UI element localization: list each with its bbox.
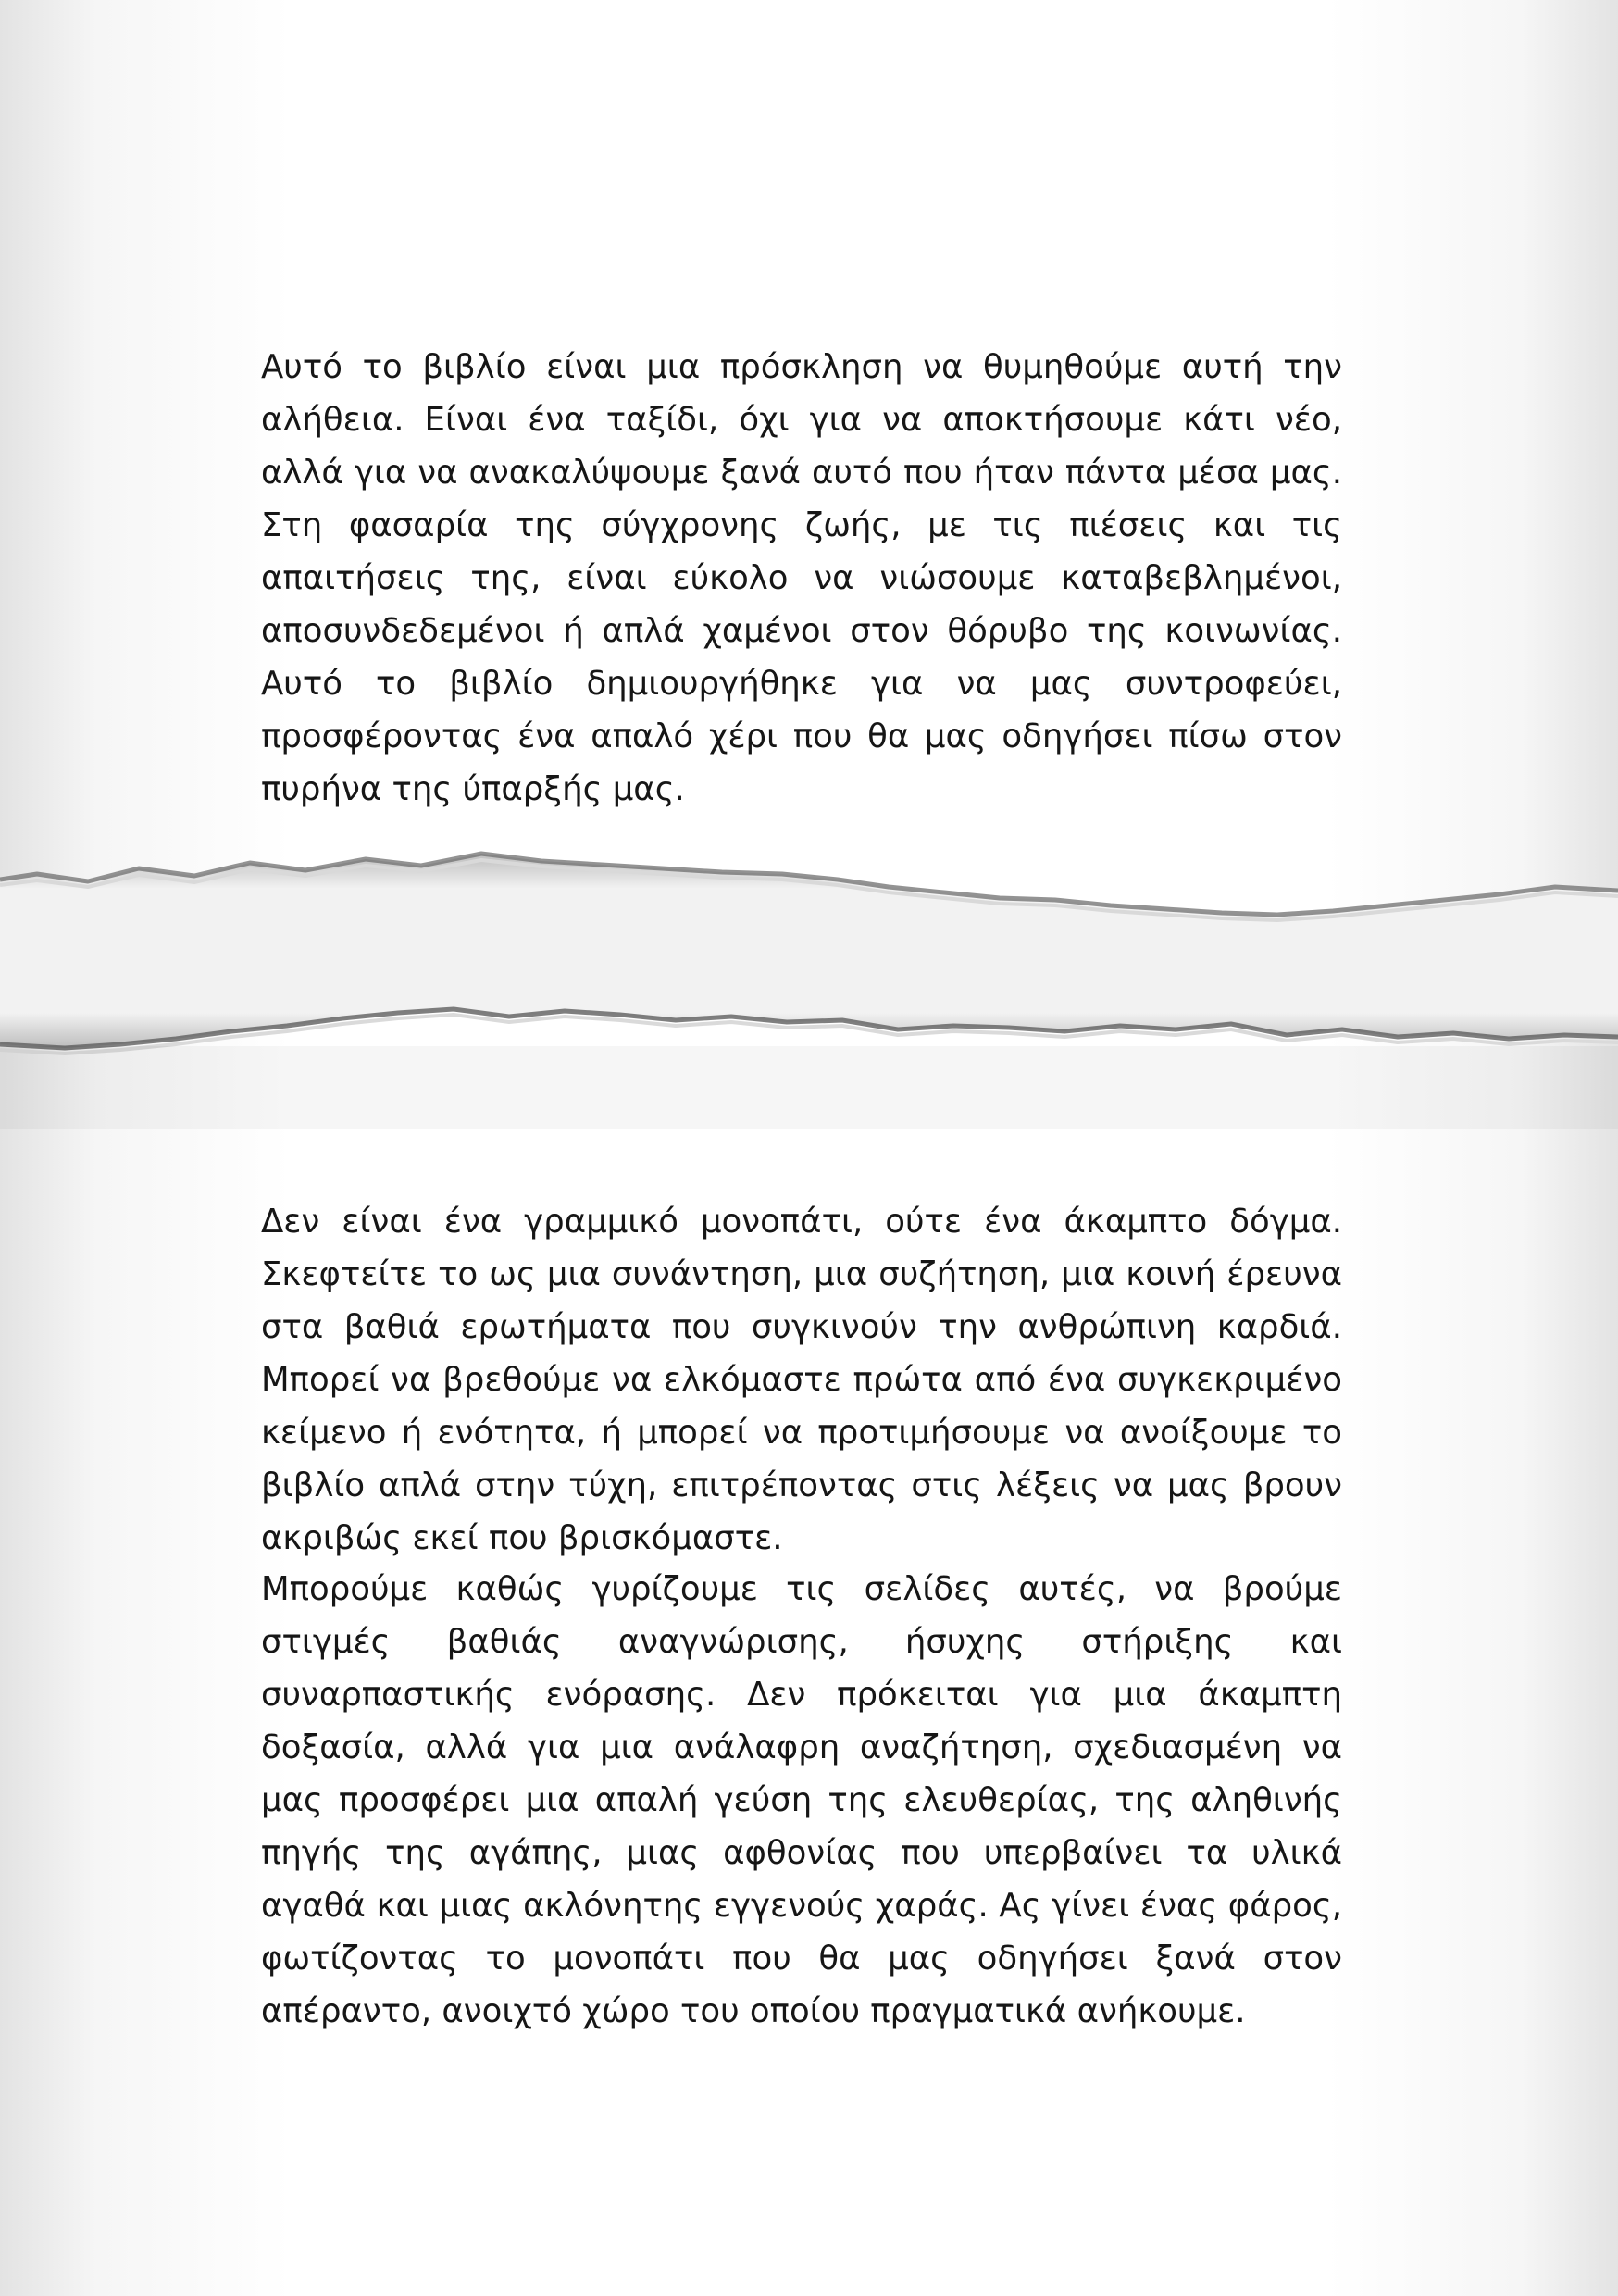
- paragraph-2: Δεν είναι ένα γραμμικό μονοπάτι, ούτε ένα άκαμπτο δόγμα. Σκεφτείτε το ως μια συνάντηση, μια συζήτηση, μια κοινή έρευνα στα βαθιά ερωτήματα που συγκινούν την ανθρώπινη καρδιά. Μπορεί να βρεθούμε να ελκόμαστε πρώτα από ένα συγκεκριμένο κείμενο ή ενότητα, ή μπορεί να προτιμήσουμε να ανοίξουμε το βιβλίο απλά στην τύχη, επιτρέποντας στις λέξεις να μας βρουν ακριβώς εκεί που βρισκόμαστε.: [261, 1203, 1342, 1557]
- paragraph-3: Μπορούμε καθώς γυρίζουμε τις σελίδες αυτές, να βρούμε στιγμές βαθιάς αναγνώρισης, ήσυχης στήριξης και συναρπαστικής ενόρασης. Δεν πρόκειται για μια άκαμπτη δοξασία, αλλά για μια ανάλαφρη αναζήτηση, σχεδιασμένη να μας προσφέρει μια απαλή γεύση της ελευθερίας, της αληθινής πηγής της αγάπης, μιας αφθονίας που υπερβαίνει τα υλικά αγαθά και μιας ακλόνητης εγγενούς χαράς. Ας γίνει ένας φάρος, φωτίζοντας το μονοπάτι που θα μας οδηγήσει ξανά στον απέραντο, ανοιχτό χώρο του οποίου πραγματικά ανήκουμε.: [261, 1570, 1342, 2030]
- lower-sheet-shading: [0, 1046, 1618, 1129]
- paragraph-1: Αυτό το βιβλίο είναι μια πρόσκληση να θυμηθούμε αυτή την αλήθεια. Είναι ένα ταξίδι, όχι για να αποκτήσουμε κάτι νέο, αλλά για να ανακαλύψουμε ξανά αυτό που ήταν πάντα μέσα μας. Στη φασαρία της σύγχρονης ζωής, με τις πιέσεις και τις απαιτήσεις της, είναι εύκολο να νιώσουμε καταβεβλημένοι, αποσυνδεδεμένοι ή απλά χαμένοι στον θόρυβο της κοινωνίας. Αυτό το βιβλίο δημιουργήθηκε για να μας συντροφεύει, προσφέροντας ένα απαλό χέρι που θα μας οδηγήσει πίσω στον πυρήνα της ύπαρξής μας.: [261, 348, 1342, 808]
